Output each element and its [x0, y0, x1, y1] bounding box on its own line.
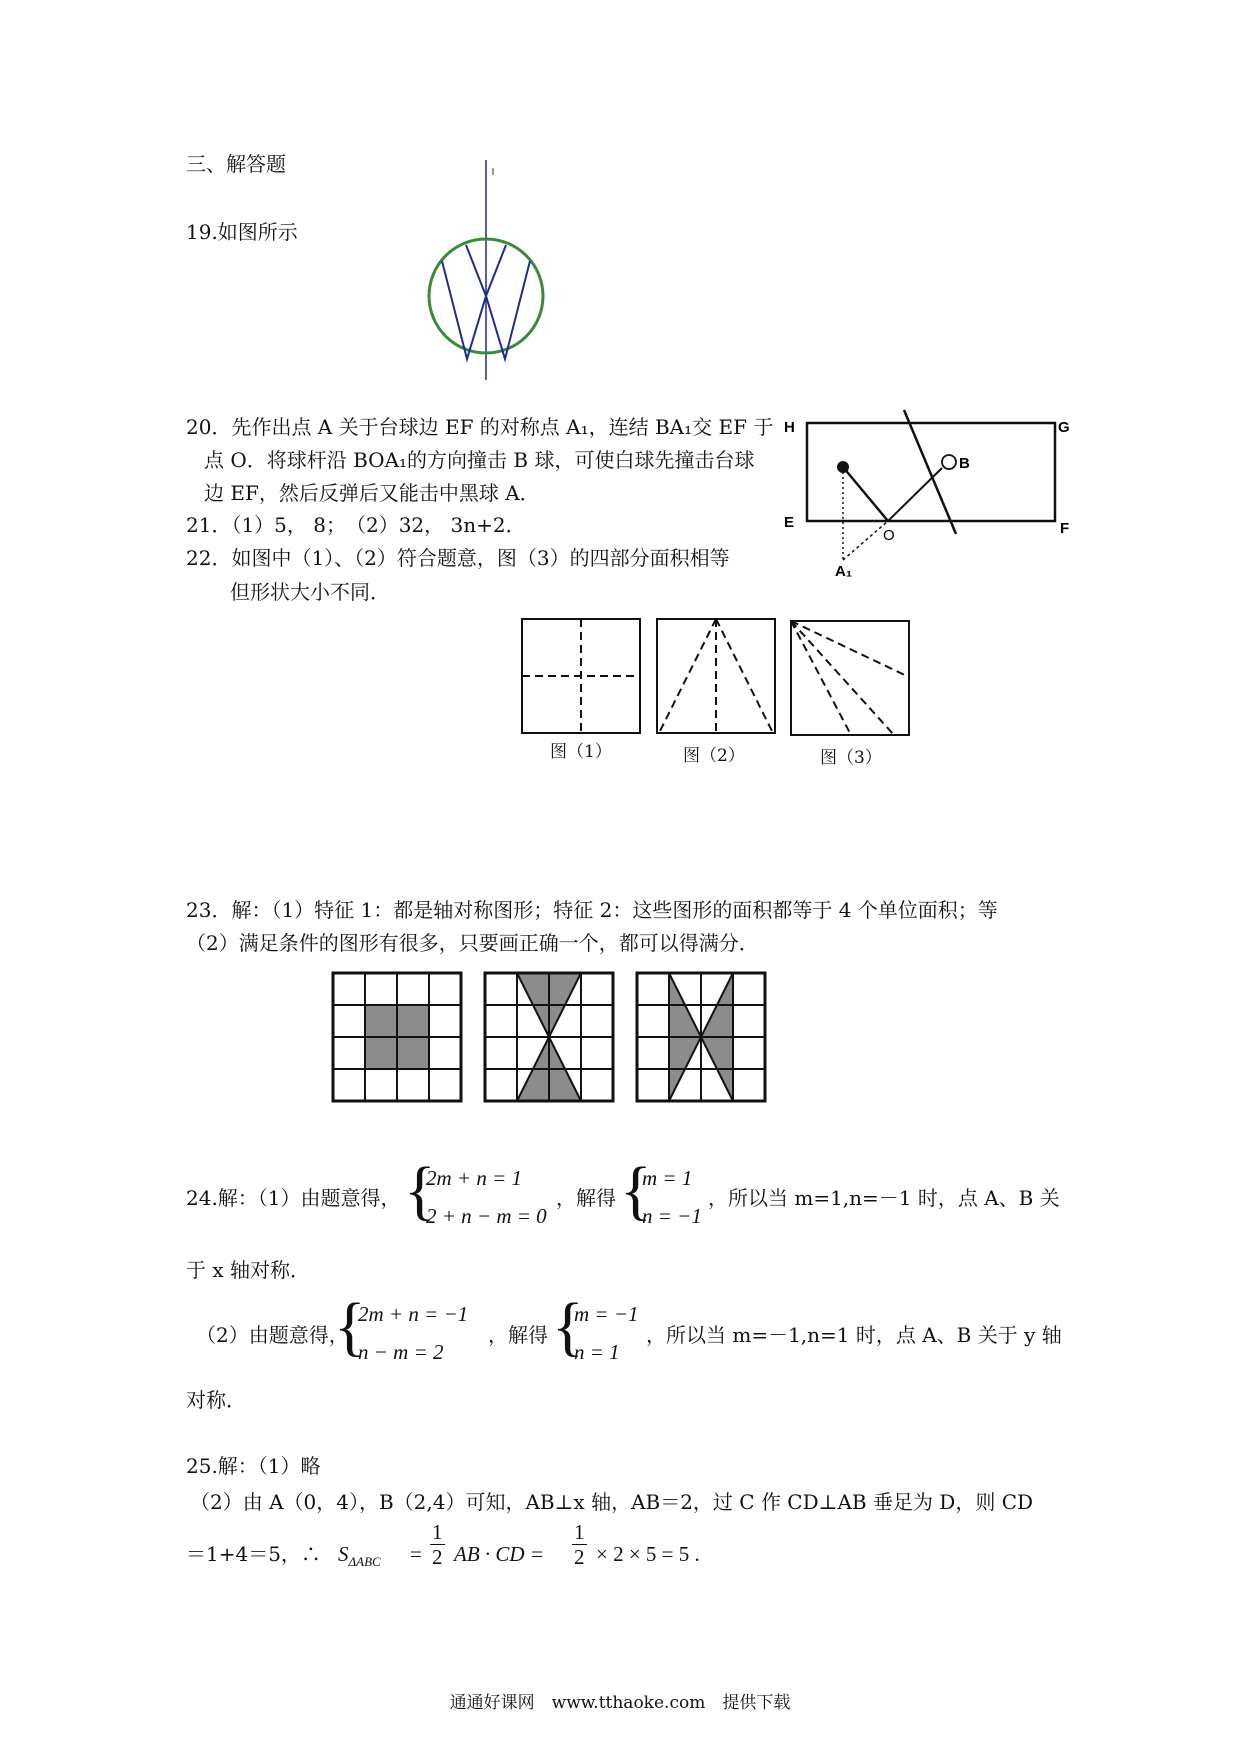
q23-grid-1: [332, 972, 464, 1104]
q22-caption-1: 图（1）: [550, 742, 612, 762]
q22-caption-3: 图（3）: [820, 748, 882, 768]
q20-line3: 边 EF，然后反弹后又能击中黑球 A．: [204, 481, 540, 505]
q24-part1-cont: 于 x 轴对称．: [186, 1258, 310, 1282]
q24-part2-eq2: n − m = 2: [358, 1340, 444, 1364]
q24-part2-sol2: n = 1: [574, 1340, 620, 1364]
q23-line2: （2）满足条件的图形有很多，只要画正确一个，都可以得满分．: [186, 931, 759, 955]
q20-line1: 20．先作出点 A 关于台球边 EF 的对称点 A₁，连结 BA₁交 EF 于: [186, 415, 774, 439]
q25-line2: （2）由 A（0，4），B（2,4）可知，AB⊥x 轴，AB＝2，过 C 作 CD⊥AB 垂足为 D，则 CD: [190, 1490, 1034, 1514]
white-ball-b: [942, 455, 956, 469]
q25-fraction-2: $\frac{1}{2}$: [574, 1520, 585, 1569]
q24-part2-suffix: ，所以当 m=－1,n=1 时，点 A、B 关于 y 轴: [646, 1323, 1062, 1347]
q24-part2-cont: 对称．: [186, 1388, 246, 1412]
q20-billiard-figure: [780, 410, 1080, 590]
q24-part1-eq2: 2 + n − m = 0: [426, 1204, 547, 1228]
q24-part1-suffix: ，所以当 m=1,n=－1 时，点 A、B 关: [708, 1186, 1060, 1210]
q25-area-symbol: $S_{\Delta ABC}$: [338, 1542, 381, 1570]
section-title: 三、解答题: [186, 152, 286, 176]
q25-line3-prefix: ＝1+4＝5，∴: [186, 1542, 321, 1566]
q25-times: × 2 × 5 = 5 .: [596, 1542, 700, 1566]
label-f: F: [1060, 520, 1070, 537]
q25-fraction-1: $\frac{1}{2}$: [432, 1520, 443, 1569]
q24-part2-sol1: m = −1: [574, 1302, 639, 1326]
q24-part1-sol1: m = 1: [642, 1166, 693, 1190]
q25-ab-cd: AB · CD =: [454, 1542, 544, 1566]
q24-part1-sol2: n = −1: [642, 1204, 702, 1228]
label-h: H: [784, 419, 795, 436]
q25-line1: 25.解：（1）略: [186, 1454, 321, 1478]
q20-line2: 点 O．将球杆沿 BOA₁的方向撞击 B 球，可使白球先撞击台球: [204, 448, 755, 472]
q21-text: 21．（1）5， 8； （2）32， 3n+2．: [186, 513, 526, 537]
cue-line: [904, 410, 956, 534]
label-e: E: [784, 514, 795, 531]
q22-caption-2: 图（2）: [683, 746, 745, 766]
q19-text: 19.如图所示: [186, 220, 298, 244]
q25-equals: =: [410, 1542, 422, 1566]
q24-part2-brace: {: [334, 1290, 366, 1363]
q24-part1-sol-brace: {: [620, 1154, 652, 1227]
q22-figure-3: [790, 620, 912, 738]
q24-part1-prefix: 24.解：（1）由题意得，: [186, 1186, 401, 1210]
q22-line2: 但形状大小不同．: [230, 580, 390, 604]
q19-figure: [420, 160, 560, 390]
label-b: B: [959, 455, 970, 472]
label-g: G: [1058, 419, 1070, 436]
q22-line1: 22．如图中（1）、（2）符合题意，图（3）的四部分面积相等: [186, 546, 730, 570]
q22-figure-2: [656, 618, 778, 736]
q23-line1: 23．解：（1）特征 1：都是轴对称图形；特征 2：这些图形的面积都等于 4 个单位面积；等: [186, 898, 998, 922]
q24-part2-eq1: 2m + n = −1: [358, 1302, 469, 1326]
q24-part1-eq1: 2m + n = 1: [426, 1166, 523, 1190]
label-o: O: [883, 527, 895, 544]
footer-source: 通通好课网 www.tthaoke.com 提供下载: [449, 1693, 791, 1713]
q24-part1-brace: {: [404, 1154, 436, 1227]
q24-part1-mid: ，解得: [556, 1186, 616, 1210]
q23-grid-3: [636, 972, 768, 1104]
q23-grid-2: [484, 972, 616, 1104]
label-a1: A₁: [835, 563, 853, 580]
q24-part2-sol-brace: {: [552, 1290, 584, 1363]
q24-part2-mid: ，解得: [488, 1323, 548, 1347]
q22-figure-1: [521, 618, 643, 736]
q24-part2-prefix: （2）由题意得，: [196, 1323, 349, 1347]
